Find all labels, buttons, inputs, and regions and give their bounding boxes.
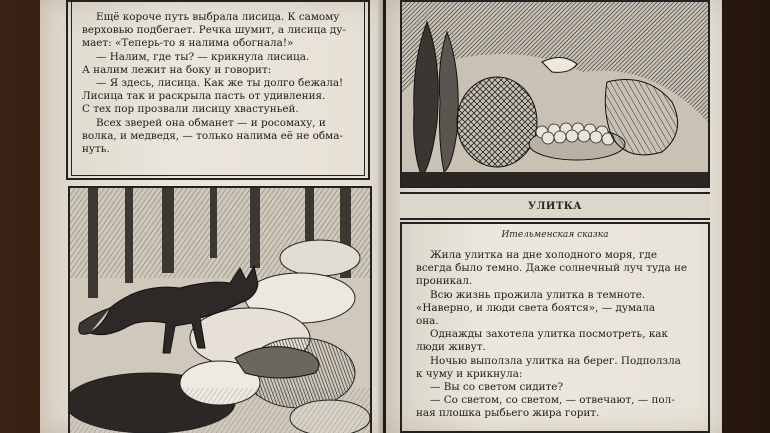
right-text-block — [416, 249, 698, 421]
left-line-3: мает: «Теперь-то я налима обогнала!» — [82, 37, 294, 50]
right-line-6: она. — [416, 315, 439, 328]
left-line-5: А налим лежит на боку и говорит: — [82, 63, 272, 76]
still-life-illustration — [402, 2, 708, 186]
right-line-11: — Вы со светом сидите? — [430, 381, 564, 394]
story-title: УЛИТКА — [527, 201, 583, 212]
right-line-9: Ночью выползла улитка на берег. Подползла — [430, 354, 681, 367]
left-line-1: Ещё короче путь выбрала лисица. К самому — [96, 11, 340, 23]
fox-illustration-frame — [68, 186, 372, 433]
left-line-6: — Я здесь, лисица. Как же ты долго бежала! — [96, 77, 344, 90]
left-line-2: верховью подбегает. Речка шумит, а лисица ду- — [82, 24, 346, 37]
left-book-page — [40, 0, 383, 433]
wicker-basket — [457, 77, 537, 167]
right-line-8: люди живут. — [416, 341, 486, 354]
right-line-5: «Наверно, и люди света боятся», — думала — [416, 301, 656, 314]
story-title-bar — [400, 192, 710, 220]
left-line-9: Всех зверей она обманет — и росомаху, и — [96, 116, 326, 129]
table-edge — [402, 172, 708, 186]
left-line-11: нуть. — [82, 143, 110, 156]
story-subtitle: Ительменская сказка — [501, 230, 609, 240]
left-line-4: — Налим, где ты? — крикнула лисица. — [96, 50, 310, 63]
right-line-1: Жила улитка на дне холодного моря, где — [430, 249, 657, 261]
right-book-page — [386, 0, 722, 433]
left-text-block — [82, 11, 362, 156]
left-line-10: волка, и медведя, — только налима её не обма- — [82, 129, 343, 142]
fox-on-rocks-illustration — [70, 188, 370, 433]
right-line-4: Всю жизнь прожила улитка в темноте. — [430, 288, 646, 301]
right-line-2: всегда было темно. Даже солнечный луч туда не — [416, 262, 688, 275]
right-line-3: проникал. — [416, 275, 473, 288]
left-line-8: С тех пор прозвали лисицу хвастуньей. — [82, 103, 299, 116]
right-line-12: — Со светом, со светом, — отвечают, — пол- — [430, 394, 675, 407]
right-line-13: ная плошка рыбьего жира горит. — [416, 407, 600, 420]
right-line-10: к чуму и крикнула: — [416, 367, 523, 380]
right-line-7: Однажды захотела улитка посмотреть, как — [430, 328, 669, 341]
left-line-7: Лисица так и раскрыла пасть от удивления. — [82, 90, 326, 103]
still-life-frame — [400, 0, 710, 188]
